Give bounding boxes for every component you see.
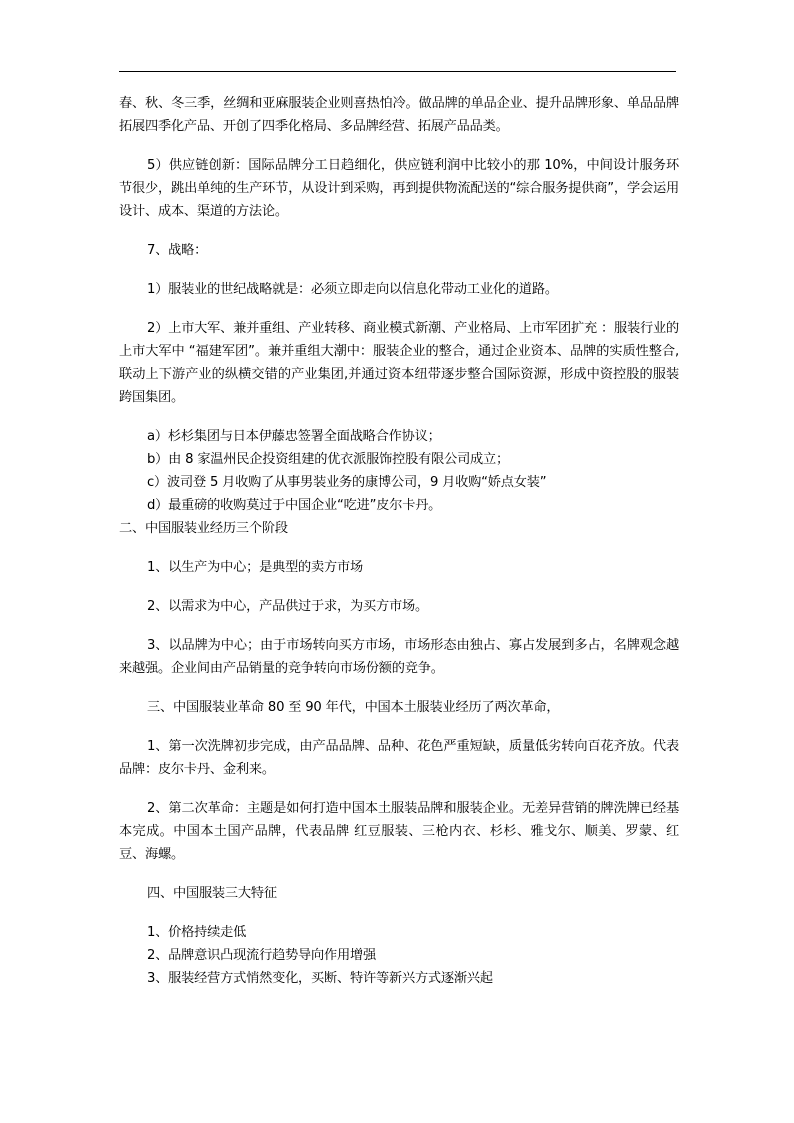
section-heading-stages: 二、中国服装业经历三个阶段 (119, 521, 288, 536)
paragraph-stage-1: 1、以生产为中心；是典型的卖方市场 (147, 560, 363, 575)
paragraph-listing-mergers: 2）上市大军、兼并重组、产业转移、商业模式新潮、产业格局、上市军团扩充 ：服装行业的上市大军中 “福建军团”。兼并重组大潮中：服装企业的整合，通过企业资本、品牌的实质性整合,联动上下游产业的纵横交错的产业集团,并通过资本纽带逐步整合国际资源，形成中资控股的服装跨国集团。 (119, 321, 679, 405)
header-rule (119, 71, 676, 72)
list-item: 1、价格持续走低 (147, 925, 247, 940)
paragraph-seasons: 春、秋、冬三季，丝绸和亚麻服装企业则喜热怕冷。做品牌的单品企业、提升品牌形象、单品品牌拓展四季化产品、开创了四季化格局、多品牌经营、拓展产品品类。 (119, 96, 679, 134)
paragraph-revolution-1: 1、第一次洗牌初步完成，由产品品牌、品种、花色严重短缺，质量低劣转向百花齐放。代表品牌：皮尔卡丹、金利来。 (119, 739, 679, 777)
list-item: 3、服装经营方式悄然变化，买断、特许等新兴方式逐渐兴起 (147, 971, 493, 986)
merger-list (119, 425, 679, 517)
list-item: d）最重磅的收购莫过于中国企业“吃进”皮尔卡丹。 (147, 498, 442, 513)
list-item: c）波司登 5 月收购了从事男装业务的康博公司，9 月收购“娇点女装” (147, 475, 547, 490)
section-heading-features: 四、中国服装三大特征 (147, 886, 277, 901)
paragraph-revolution-2: 2、第二次革命：主题是如何打造中国本土服装品牌和服装企业。无差异营销的牌洗牌已经基本完成。中国本土国产品牌，代表品牌 红豆服装、三枪内衣、杉杉、雅戈尔、顺美、罗蒙、红豆、海螺。 (119, 801, 679, 862)
document-body (119, 92, 679, 990)
list-item: b）由 8 家温州民企投资组建的优衣派服饰控股有限公司成立； (147, 452, 510, 467)
paragraph-century-strategy: 1）服装业的世纪战略就是：必须立即走向以信息化带动工业化的道路。 (147, 282, 558, 297)
list-item: 2、品牌意识凸现流行趋势导向作用增强 (147, 948, 376, 963)
feature-list (119, 921, 679, 990)
paragraph-stage-2: 2、以需求为中心，产品供过于求，为买方市场。 (147, 599, 428, 614)
paragraph-strategy-heading: 7、战略： (147, 243, 208, 258)
paragraph-stage-3: 3、以品牌为中心；由于市场转向买方市场，市场形态由独占、寡占发展到多占，名牌观念越来越强。企业间由产品销量的竞争转向市场份额的竞争。 (119, 638, 679, 676)
list-item: a）杉杉集团与日本伊藤忠签署全面战略合作协议； (147, 429, 441, 444)
section-heading-revolution: 三、中国服装业革命 80 至 90 年代，中国本土服装业经历了两次革命， (147, 700, 560, 715)
paragraph-supply-chain: 5）供应链创新：国际品牌分工日趋细化，供应链利润中比较小的那 10%，中间设计服务环节很少，跳出单纯的生产环节，从设计到采购，再到提供物流配送的“综合服务提供商”，学会运用设计、成本、渠道的方法论。 (119, 158, 679, 219)
